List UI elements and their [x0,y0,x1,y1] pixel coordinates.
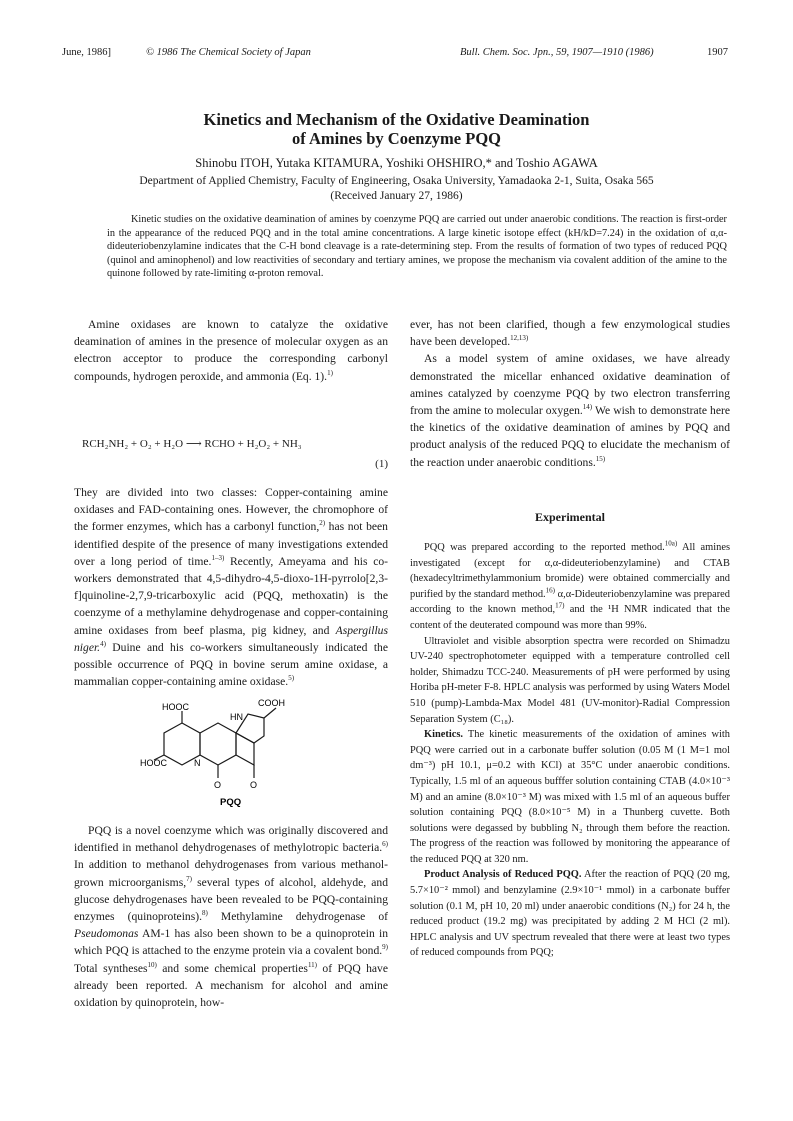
abstract: Kinetic studies on the oxidative deamination of amines by coenzyme PQQ are carried out under anaerobic conditions. The reaction is first-order in the appearance of the reduced PQQ and in the total amine concentrations. A large kinetic isotope effect (kH/kD=7.24) in the oxidation of α,α-dideuteriobenzylamine indicates that the C-H bond cleavage is a rate-determining step. From the results of formation of two types of reduced PQQ (quinol and aminophenol) and low reactivities of secondary and tertiary amines, we propose the mechanism via covalent addition of the amine to the quinone followed by rate-limiting α-proton removal. [107,214,727,280]
intro-continuation: ever, has not been clarified, though a few enzymological studies have been developed.$^{12,13)}$ [410,318,730,349]
group-hooc-bottom: HOOC [140,758,167,768]
experimental-paragraph-kinetics: Kinetics. The kinetic measurements of the oxidation of amines with PQQ were carried out in a carbonate buffer solution (0.05 M (1 M=1 mol dm⁻³) pH 10.1, μ=0.2 with KCl) at 35°C under anaerobic conditions. Typically, 1.5 ml of an aqueous bufffer solution containing CTAB (4.0×10⁻³ M) and an amine (8.0×10⁻³ M) was mixed with 1.5 ml of an aqueous buffer solution containing PQQ (8.0×10⁻⁵ M) in a Thunberg cuvette. Both solutions were degassed by bubbling N₂ through them before the reaction. The progress of the reaction was followed by monitoring the appearance of the reduced PQQ at 320 nm. [410,729,730,865]
experimental-paragraph-product-analysis: Product Analysis of Reduced PQQ. After the reaction of PQQ (20 mg, 5.7×10⁻² mmol) and benzylamine (2.9×10⁻¹ mmol) in a carbonate buffer solution (0.1 M, pH 10, 20 ml) under anaerobic conditions (N₂) for 24 h, the reduced product (19.2 mg) was precipitated by adding 2 M HCl (2 ml). HPLC analysis and UV spectrum revealed that there were at least two types of reduced compounds from PQQ; [410,869,730,959]
received-date: (Received January 27, 1986) [330,190,463,202]
equation-number: (1) [375,458,388,470]
running-header [0,47,793,63]
subheading-kinetics: Kinetics. [424,729,463,741]
section-heading-experimental: Experimental [535,510,605,524]
issue-date: June, 1986] [62,47,111,58]
article-title [0,110,793,148]
experimental-section [410,540,730,961]
title-line-1: Kinetics and Mechanism of the Oxidative Deamination [203,110,590,129]
group-o-b: O [250,780,258,790]
pqq-structure-figure [140,678,320,810]
group-cooh-top: COOH [258,698,285,708]
group-n: N [194,758,201,768]
experimental-paragraph-materials: PQQ was prepared according to the reported method.$^{10a)}$ All amines investigated (except for α,α-dideuteriobenzylamine) and CTAB (hexadecyltrimethylammonium bromide) were obtained commercially and purified by the standard method.$^{16)}$ α,α-Dideuteriobenzylamine was prepared according to the known method,$^{17)}$ and the ¹H NMR indicated that the content of the deuterated compound was more than 99%. [410,539,731,631]
pqq-structure-diagram [140,678,320,810]
intro-paragraph-2: They are divided into two classes: Copper-containing amine oxidases and FAD-containing ones. However, the chromophore of the former enzymes, which has a carbonyl function,$^{2)}$ has not been identified despite of the presence of many investigations extended over a long period of time.$^{1-3)}$ Recently, Ameyama and his co-workers demonstrated that 4,5-dihydro-4,5-dioxo-1H-pyrrolo[2,3-f]quinoline-2,7,9-tricarboxylic acid (PQQ, methoxatin) is the coenzyme of a methylamine dehydrogenase and copper-containing amine oxidases from beef plasma, pig kidney, and Aspergillus niger.$^{4)}$ Duine and his co-workers simultaneously indicated the possible occurrence of PQQ in bovine serum amine oxidase, a mammalian copper-containing amine oxidase.$^{5)}$ [74,486,388,689]
equation-text: RCH₂NH₂ + O₂ + H₂O ⟶ RCHO + H₂O₂ + NH₃ [82,438,302,450]
group-o-a: O [214,780,222,790]
group-hooc-left: HOOC [162,702,189,712]
left-column-bottom [74,822,388,1011]
subheading-product-analysis: Product Analysis of Reduced PQQ. [424,869,582,881]
left-column-top [74,316,388,385]
intro-paragraph-3: PQQ is a novel coenzyme which was originally discovered and identified in methanol dehydrogenases of methylotropic bacteria.$^{6)}$ In addition to methanol dehydrogenases from various methanol-grown microorganisms,$^{7)}$ several types of alcohol, aldehyde, and glucose dehydrogenases have been revealed to be PQQ-containing enzymes (quinoproteins).$^{8)}$ Methylamine dehydrogenase of Pseudomonas AM-1 has also been shown to be a quinoprotein in which PQQ is attached to the enzyme protein via a covalent bond.$^{9)}$ Total syntheses$^{10)}$ and some chemical properties$^{11)}$ of PQQ have already been reported. A mechanism for alcohol and amine oxidation by quinoprotein, how- [74,824,389,1010]
copyright-notice: © 1986 The Chemical Society of Japan [146,47,311,58]
author-list: Shinobu ITOH, Yutaka KITAMURA, Yoshiki OHSHIRO,* and Toshio AGAWA [195,156,598,170]
group-hn: HN [230,712,243,722]
left-column-middle [74,484,388,690]
journal-citation: Bull. Chem. Soc. Jpn., 59, 1907—1910 (1986) [460,47,654,58]
page-number: 1907 [707,47,728,58]
intro-paragraph-4: As a model system of amine oxidases, we have already demonstrated the micellar enhanced oxidative deamination of amines catalyzed by coenzyme PQQ by two electron transferring from the amine to molecular oxygen.$^{14)}$ We wish to demonstrate here the kinetics of the oxidative deamination of amines by PQQ and product analysis of the reduced PQQ to elucidate the mechanism of the reaction under anaerobic conditions.$^{15)}$ [410,352,730,469]
figure-label: PQQ [220,797,242,808]
title-line-2: of Amines by Coenzyme PQQ [292,129,501,148]
affiliation-block [0,174,793,204]
right-column-top [410,316,730,471]
affiliation: Department of Applied Chemistry, Faculty of Engineering, Osaka University, Yamadaoka 2-1, Suita, Osaka 565 [139,175,654,187]
species-name: Pseudomonas [74,927,139,941]
intro-paragraph-1: Amine oxidases are known to catalyze the oxidative deamination of amines in the presence of molecular oxygen as an electron acceptor to produce the corresponding carbonyl compounds, hydrogen peroxide, and ammonia (Eq. 1).$^{1)}$ [74,318,388,383]
reference-marker: 1) [327,368,333,377]
species-name: Aspergillus niger. [74,623,388,654]
experimental-paragraph-instruments: Ultraviolet and visible absorption spectra were recorded on Shimadzu UV-240 spectrophotometer equipped with a temperature controlled cell holder, Shimadzu TCC-240. Measurements of pH were performed by using Horiba pH-meter F-8. HPLC analysis was performed by using Waters Model 510 (pump)-Lambda-Max Model 481 (UV-monitor)-Radial Compression Separation System (C₁₈). [410,635,730,725]
